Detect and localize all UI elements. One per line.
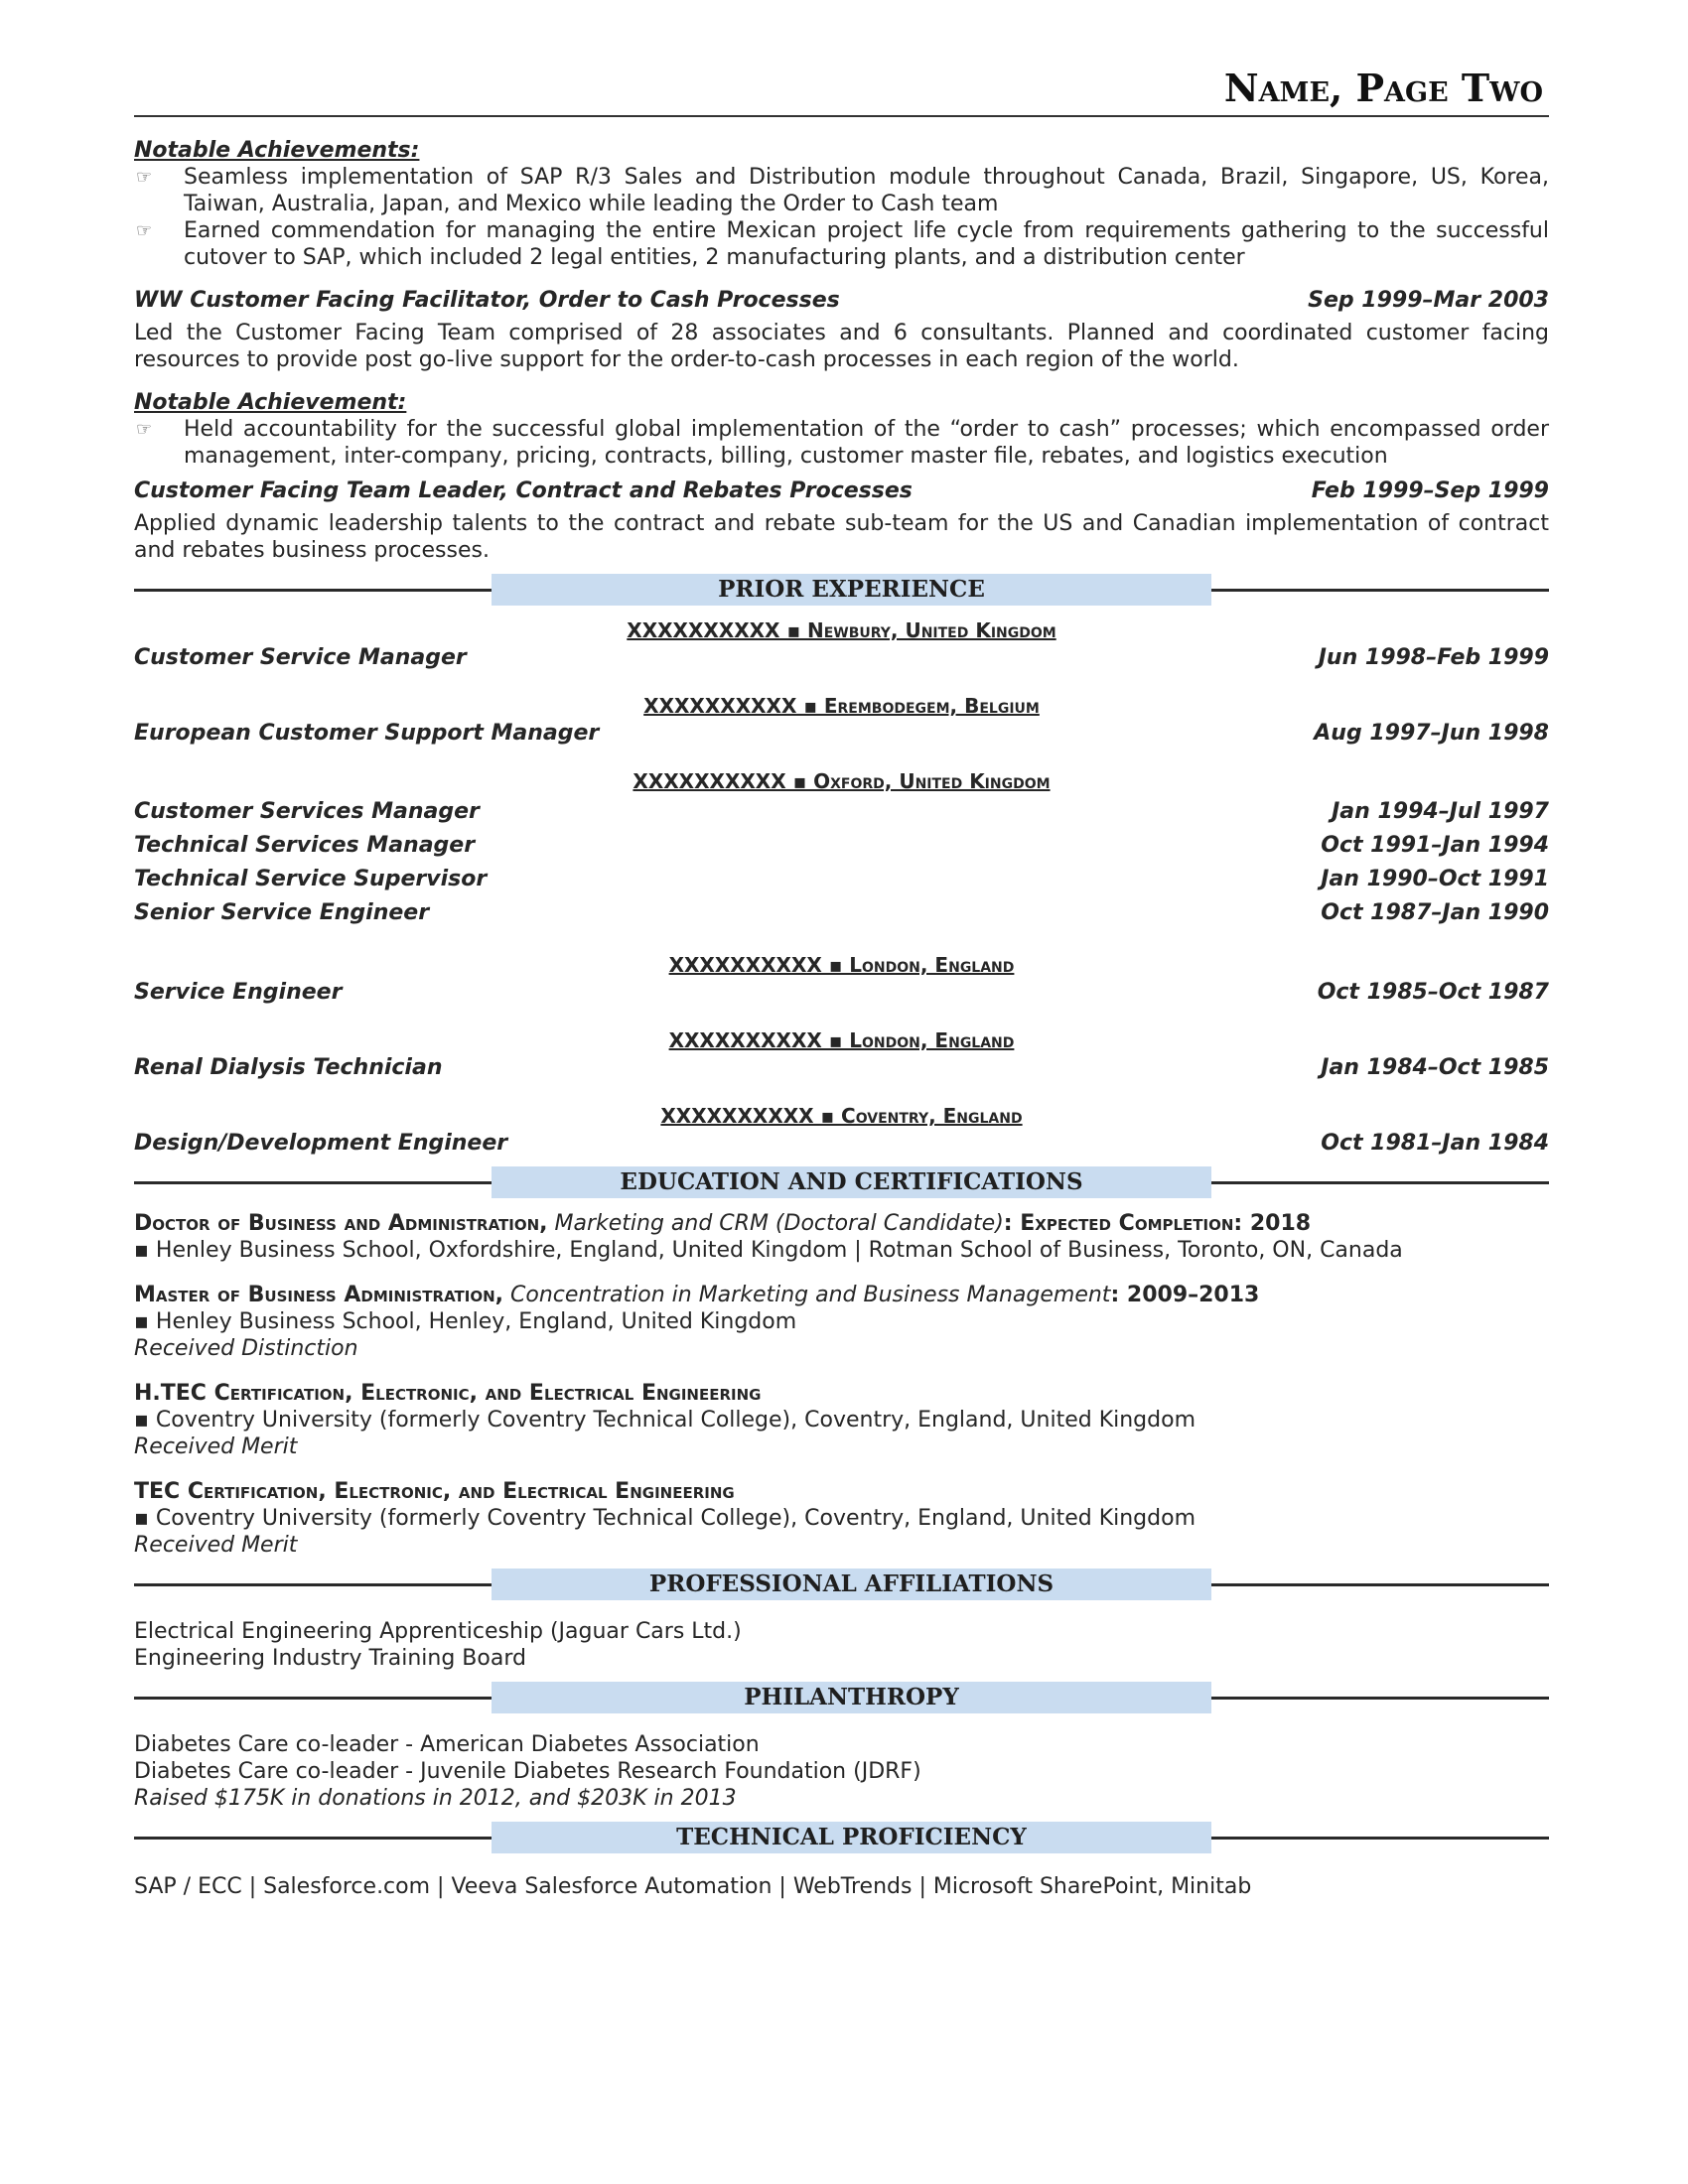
employer-line: XXXXXXXXXX ▪ Coventry, England: [660, 1104, 1023, 1128]
school: ▪ Coventry University (formerly Coventry Technical College), Coventry, England, United Kingdom: [134, 1408, 1196, 1433]
employer-line: XXXXXXXXXX ▪ Oxford, United Kingdom: [633, 769, 1051, 793]
achievement-list: [134, 416, 1549, 470]
education-entry: [134, 1282, 1549, 1362]
section-title: PRIOR EXPERIENCE: [492, 574, 1211, 606]
prior-employer: [134, 768, 1549, 930]
section-title: PROFESSIONAL AFFILIATIONS: [492, 1569, 1211, 1600]
section-heading: [134, 1822, 1549, 1853]
prior-employer: [134, 617, 1549, 671]
degree: H.TEC Certification, Electronic, and Electrical Engineering: [134, 1381, 762, 1406]
role-row: Technical Services Manager Oct 1991–Jan 1994: [134, 833, 1549, 858]
degree-focus: Concentration in Marketing and Business Management: [510, 1283, 1111, 1307]
list-item: ☞ Earned commendation for managing the entire Mexican project life cycle from requirements gathering to the successful cutover to SAP, which included 2 legal entities, 2 manufacturing plants, and a distribution center: [136, 218, 1549, 270]
resume-page: [134, 62, 1549, 1900]
job-dates: Sep 1999–Mar 2003: [1308, 288, 1549, 313]
job-heading: [134, 478, 1549, 504]
school: ▪ Henley Business School, Henley, England, United Kingdom: [134, 1309, 797, 1334]
list-item: ☞ Seamless implementation of SAP R/3 Sales and Distribution module throughout Canada, Brazil, Singapore, US, Korea, Taiwan, Australia, Japan, and Mexico while leading the Order to Cash team: [136, 165, 1549, 216]
school: ▪ Coventry University (formerly Coventry Technical College), Coventry, England, United Kingdom: [134, 1506, 1196, 1531]
role-row: Renal Dialysis Technician Jan 1984–Oct 1985: [134, 1055, 1549, 1080]
prior-employer: [134, 693, 1549, 747]
section-title: TECHNICAL PROFICIENCY: [492, 1822, 1211, 1853]
section-title: PHILANTHROPY: [492, 1682, 1211, 1713]
employer-line: XXXXXXXXXX ▪ London, England: [668, 953, 1015, 977]
honor-note: Received Merit: [134, 1533, 298, 1558]
job-heading: [134, 287, 1549, 314]
prior-employer: [134, 952, 1549, 1006]
achievements-list: [134, 164, 1549, 271]
role-row: Technical Service Supervisor Jan 1990–Oct 1991: [134, 867, 1549, 891]
technical-skills: SAP / ECC | Salesforce.com | Veeva Salesforce Automation | WebTrends | Microsoft SharePoint, Minitab: [134, 1874, 1252, 1899]
job-description: Led the Customer Facing Team comprised of 28 associates and 6 consultants. Planned and coordinated customer facing resources to provide post go-live support for the order-to-cash processes in each region of the world.: [134, 321, 1549, 372]
philanthropy-note: Raised $175K in donations in 2012, and $203K in 2013: [134, 1786, 737, 1811]
section-heading: [134, 1569, 1549, 1600]
affiliation-item: Electrical Engineering Apprenticeship (Jaguar Cars Ltd.): [134, 1619, 742, 1644]
education-entry: [134, 1478, 1549, 1559]
school: ▪ Henley Business School, Oxfordshire, England, United Kingdom | Rotman School of Business, Toronto, ON, Canada: [134, 1238, 1403, 1263]
achievement-label: Notable Achievement:: [134, 390, 407, 415]
page-header: Name, Page Two: [134, 62, 1549, 117]
degree: Master of Business Administration,: [134, 1283, 504, 1307]
philanthropy-item: Diabetes Care co-leader - Juvenile Diabetes Research Foundation (JDRF): [134, 1759, 921, 1784]
job-description: Applied dynamic leadership talents to the contract and rebate sub-team for the US and Canadian implementation of contract and rebates business processes.: [134, 511, 1549, 563]
role-row: Senior Service Engineer Oct 1987–Jan 1990: [134, 900, 1549, 925]
honor-note: Received Merit: [134, 1434, 298, 1459]
section-title: EDUCATION AND CERTIFICATIONS: [492, 1166, 1211, 1198]
hand-pointer-icon: ☞: [136, 167, 153, 188]
degree-tail: : Expected Completion: 2018: [1003, 1211, 1312, 1236]
list-item: ☞ Held accountability for the successful global implementation of the “order to cash” processes; which encompassed order management, inter-company, pricing, contracts, billing, customer master file, rebates, and logistics execution: [136, 417, 1549, 469]
honor-note: Received Distinction: [134, 1336, 358, 1361]
job-dates: Feb 1999–Sep 1999: [1311, 478, 1549, 503]
education-entry: [134, 1380, 1549, 1460]
role-row: Service Engineer Oct 1985–Oct 1987: [134, 980, 1549, 1005]
achievements-label: Notable Achievements:: [134, 138, 420, 163]
section-heading: [134, 1166, 1549, 1198]
affiliation-item: Engineering Industry Training Board: [134, 1646, 526, 1671]
job-title: WW Customer Facing Facilitator, Order to Cash Processes: [134, 288, 840, 313]
role-row: Customer Service Manager Jun 1998–Feb 1999: [134, 645, 1549, 670]
role-row: Customer Services Manager Jan 1994–Jul 1997: [134, 799, 1549, 824]
hand-pointer-icon: ☞: [136, 419, 153, 440]
employer-line: XXXXXXXXXX ▪ London, England: [668, 1028, 1015, 1052]
employer-line: XXXXXXXXXX ▪ Newbury, United Kingdom: [627, 618, 1056, 642]
employer-line: XXXXXXXXXX ▪ Erembodegem, Belgium: [643, 694, 1040, 718]
section-heading: [134, 1682, 1549, 1713]
job-title: Customer Facing Team Leader, Contract and Rebates Processes: [134, 478, 913, 503]
philanthropy-item: Diabetes Care co-leader - American Diabetes Association: [134, 1732, 760, 1757]
prior-employer: [134, 1027, 1549, 1081]
role-row: European Customer Support Manager Aug 1997–Jun 1998: [134, 721, 1549, 746]
role-row: Design/Development Engineer Oct 1981–Jan 1984: [134, 1131, 1549, 1156]
degree-tail: : 2009–2013: [1110, 1283, 1260, 1307]
hand-pointer-icon: ☞: [136, 220, 153, 241]
education-entry: [134, 1210, 1549, 1264]
section-heading: [134, 574, 1549, 606]
degree: TEC Certification, Electronic, and Electrical Engineering: [134, 1479, 735, 1504]
prior-employer: [134, 1103, 1549, 1157]
degree: Doctor of Business and Administration,: [134, 1211, 548, 1236]
degree-focus: Marketing and CRM (Doctoral Candidate): [554, 1211, 1004, 1236]
